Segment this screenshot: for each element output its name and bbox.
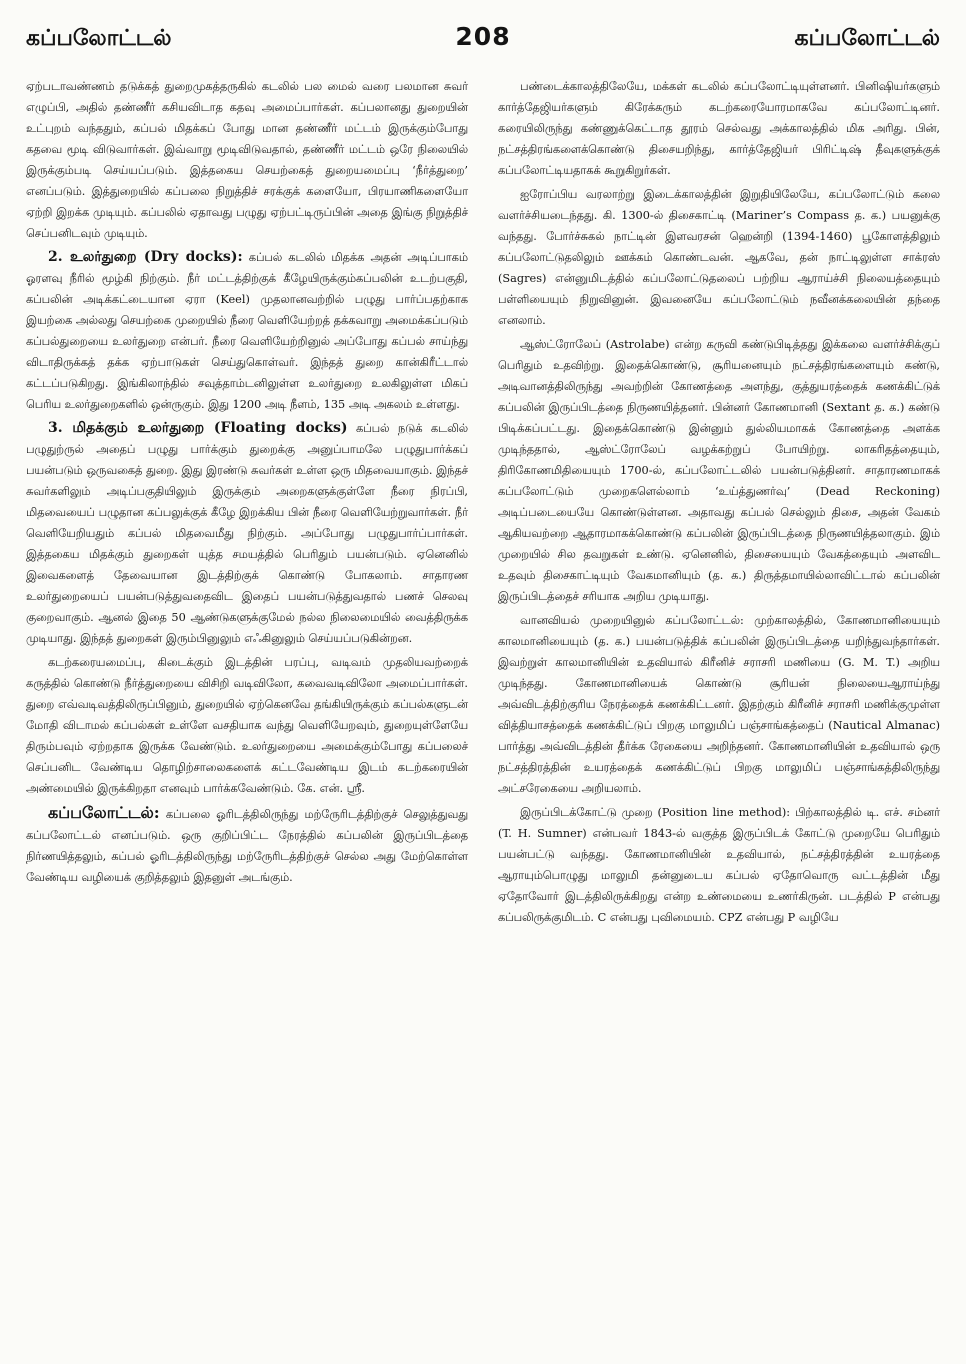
section-heading: 2. உலர்துறை (Dry docks): (48, 249, 243, 265)
page-number: 208 (455, 22, 511, 51)
entry-body: கப்பலை ஓரிடத்திலிருந்து மற்ருேரிடத்திற்குச் செலுத்துவது கப்பலோட்டல் எனப்படும். ஒரு குறிப்பிட்ட நேரத்தில் கப்பலின் இருப்பிடத்தை நிர்ணயித்தலும், கப்பல் ஓரிடத்திலிருந்து மற்ருேரிடத்திற்குச் செல்ல அது மேற்கொள்ள வேண்டிய வழியைக் குறித்தலும் இதனுள் அடங்கும். (26, 808, 468, 884)
section-floating-docks (26, 418, 468, 649)
paragraph: இருப்பிடக்கோட்டு முறை (Position line method): பிற்காலத்தில் டி. எச். சம்னர் (T. H. Sumner) என்பவர் 1843-ல் வகுத்த இருப்பிடக் கோட்டு முறையே பெரிதும் பயன்பட்டு வந்தது. கோணமானியின் உதவியால், நட்சத்திரத்தின் உயரத்தை ஆராயும்பொழுது மாலுமி தன்னுடைய கப்பல் ஏதோவொரு வட்டத்தின் மீது ஏதோவோர் இடத்திலிருக்கிறது என்ற உண்மையை உணர்கிருன். படத்தில் P என்பது கப்பலிருக்குமிடம். C என்பது புவிமையம். CPZ என்பது P வழியே (498, 806, 940, 924)
paragraph: ஏற்படாவண்ணம் தடுக்கத் துறைமுகத்தருகில் கடலில் பல மைல் வரை பலமான சுவர் எழுப்பி, அதில் தண்ணீர் கசியவிடாத கதவு அமைப்பார்கள். கப்பலானது துறையின் உட்புறம் வந்ததும், கப்பல் மிதக்கப் போது மான தண்ணீர் மட்டம் இருக்கும்போது கதவை மூடி விடுவார்கள். இவ்வாறு மூடிவிடுவதால், தண்ணீர் மட்டம் ஒரே நிலையில் இருக்கும்படி செய்யப்படும். இத்தகைய செயற்கைத் துறையமைப்பு ‘நீர்த்துறை’ எனப்படும். இத்துறையில் கப்பலை நிறுத்திச் சரக்குக் களையோ, பிரயாணிகளையோ ஏற்றி இறக்க முடியும். கப்பலில் ஏதாவது பழுது ஏற்பட்டிருப்பின் அதை இங்கு நிறுத்திச் செப்பனிடவும் முடியும். (26, 80, 468, 240)
paragraph: ஆஸ்ட்ரோலேப் (Astrolabe) என்ற கருவி கண்டுபிடித்தது இக்கலை வளர்ச்சிக்குப் பெரிதும் உதவிற்று. இதைக்கொண்டு, சூரியனையும் நட்சத்திரங்களையும் கண்டு, அடிவானத்திலிருந்து அவற்றின் கோணத்தை அளந்து, குத்துயரத்தைக் கணக்கிட்டுக் கப்பலின் இருப்பிடத்தை நிருணயித்தனர். பின்னர் கோணமானி (Sextant த. க.) கண்டு பிடிக்கப்பட்டது. இதைக்கொண்டு இன்னும் துல்லியமாகக் கோணத்தை அளக்க முடிந்ததால், ஆஸ்ட்ரோலேப் வழக்கற்றுப் போயிற்று. லாகரிதத்தையும், திரிகோணமிதியையும் 1700-ல், கப்பலோட்டலில் பயன்படுத்தினர். சாதாரணமாகக் கப்பலோட்டும் முறைகளெல்லாம் ‘உய்த்துணர்வு’ (Dead Reckoning) அடிப்படையையே கொண்டுள்ளன. அதாவது கப்பல் செல்லும் திசை, அதன் வேகம் ஆகியவற்றை ஆதாரமாகக்கொண்டு கப்பலின் இருப்பிடத்தை நிருணயித்தலாகும். இம் முறையில் சில தவறுகள் உண்டு. ஏனெனில், திசையையும் வேகத்தையும் அளவிட உதவும் திசைகாட்டியும் வேகமானியும் (த. க.) திருத்தமாயில்லாவிட்டால் கப்பலின் இருப்பிடத்தைச் சரியாக அறிய முடியாது. (498, 338, 940, 603)
paragraph: வானவியல் முறையினுல் கப்பலோட்டல்: முற்காலத்தில், கோணமானியையும் காலமானியையும் (த. க.) பயன்படுத்திக் கப்பலின் இருப்பிடத்தை யறிந்துவந்தார்கள். இவற்றுள் காலமானியின் உதவியால் கிரீனிச் சராசரி மணியை (G. M. T.) அறிய முடிந்தது. கோணமானியைக் கொண்டு சூரியன் நிலையைஆராய்ந்து அவ்விடத்திற்குரிய நேரத்தைக் கணக்கிட்டனர். இதற்கும் கிரீனிச் சராசரி மணிக்குமுள்ள வித்தியாசத்தைக் கணக்கிட்டுப் பிறகு மாலுமிப் பஞ்சாங்கத்தைப் (Nautical Almanac) பார்த்து அவ்விடத்தின் தீர்க்க ரேகையை அறிந்தனர். கோணமானியின் உதவியால் ஒரு நட்சத்திரத்தின் உயரத்தைக் கணக்கிட்டுப் பிறகு மாலுமிப் பஞ்சாங்கத்திலிருந்து அட்சரேகையை அறியலாம். (498, 614, 940, 795)
section-dry-docks (26, 247, 468, 415)
left-column (26, 76, 468, 931)
running-head-left: கப்பலோட்டல் (26, 26, 172, 51)
entry-heading: கப்பலோட்டல்: (48, 803, 160, 822)
paragraph: கடற்கரையமைப்பு, கிடைக்கும் இடத்தின் பரப்பு, வடிவம் முதலியவற்றைக் கருத்தில் கொண்டு நீர்த்துறையை விசிறி வடிவிலோ, கவைவடிவிலோ அமைப்பார்கள். துறை எவ்வடிவத்திலிருப்பினும், துறையில் ஏற்கெனவே தங்கியிருக்கும் கப்பல்களுடன் மோதி விடாமல் கப்பல்கள் உள்ளே வசதியாக வந்து வெளியேறவும், துறையுள்ளேயே திரும்பவும் ஏற்றதாக இருக்க வேண்டும். உலர்துறையை அமைக்கும்போது கப்பலைச் செப்பனிட வேண்டிய தொழிற்சாலைகளைக் கட்டவேண்டிய இடம் கடற்கரையின் அண்மையில் இருக்கிறதா எனவும் பார்க்கவேண்டும். கே. என். ஸ்ரீ. (26, 656, 468, 795)
text-columns (26, 76, 940, 931)
section-heading: 3. மிதக்கும் உலர்துறை (Floating docks) (48, 420, 348, 436)
page-header (26, 22, 940, 66)
section-body: கப்பல் கடலில் மிதக்க அதன் அடிப்பாகம் ஓரளவு நீரில் மூழ்கி நிற்கும். நீர் மட்டத்திற்குக் கீழேயிருக்கும்கப்பலின் உடற்பகுதி, கப்பலின் அடிக்கட்டையான ஏரா (Keel) முதலானவற்றில் பழுது பார்ப்பதற்காக இயற்கை அல்லது செயற்கை முறையில் நீரை வெளியேற்றத் தக்கவாறு அமைக்கப்படும் கப்பல்துறையை உலர்துறை என்பர். நீரை வெளியேற்றினுல் அப்போது கப்பல் சாய்ந்து விடாதிருக்கத் தக்க ஏற்பாடுகள் செய்துகொள்வர். இந்தத் துறை கான்கிரீட்டால் கட்டப்படுகிறது. இங்கிலாந்தில் சவுத்தாம்டனிலுள்ள உலர்துறை உலகிலுள்ள மிகப் பெரிய உலர்துறைகளில் ஒன்ருகும். இது 1200 அடி நீளம், 135 அடி அகலம் உள்ளது. (26, 251, 469, 411)
running-head-right: கப்பலோட்டல் (794, 26, 940, 51)
section-body: கப்பல் நடுக் கடலில் பழுதுற்ருல் அதைப் பழுது பார்க்கும் துறைக்கு அனுப்பாமலே பழுதுபார்க்கப் பயன்படும் ஒருவகைத் துறை. இது இரண்டு சுவர்கள் உள்ள ஒரு மிதவையாகும். இந்தச் சுவர்களிலும் அடிப்பகுதியிலும் இருக்கும் அறைகளுக்குள்ளே நீரை நிரப்பி, மிதவையைப் பழுதான கப்பலுக்குக் கீழே இறக்கிய பின் நீரை வெளியேற்றுவார்கள். நீர் வெளியேறியதும் கப்பல் மிதவைமீது நிற்கும். அப்போது பழுதுபார்ப்பார்கள். இத்தகைய மிதக்கும் துறைகள் யுத்த சமயத்தில் பெரிதும் பயன்படும். ஏனெனில் இவைகளைத் தேவையான இடத்திற்குக் கொண்டு போகலாம். சாதாரண உலர்துறையைப் பயன்படுத்துவதைவிட இதைப் பயன்படுத்துவதால் பணச் செலவு குறைவாகும். ஆனல் இதை 50 ஆண்டுகளுக்குமேல் நல்ல நிலைமையில் வைத்திருக்க முடியாது. இந்தத் துறைகள் இரும்பினுலும் எஃகினுலும் செய்யப்படுகின்றன. (26, 422, 468, 645)
right-column (498, 76, 940, 931)
entry-kappalottal (26, 802, 468, 888)
paragraph: பண்டைக்காலத்திலேயே, மக்கள் கடலில் கப்பலோட்டியுள்ளனர். பினிஷியர்களும் கார்த்தேஜியர்களும் கிரேக்கரும் கடற்கரையோரமாகவே கப்பலோட்டினர். கரையிலிருந்து கண்ணுக்கெட்டாத தூரம் செல்வது அக்காலத்தில் மிக அரிது. பின், நட்சத்திரங்களைக்கொண்டு திசையறிந்து, கார்த்தேஜியர் பிரிட்டிஷ் தீவுகளுக்குக் கப்பலோட்டியதாகக் கூறுகிறுர்கள். (498, 80, 940, 177)
paragraph: ஐரோப்பிய வரலாற்று இடைக்காலத்தின் இறுதியிலேயே, கப்பலோட்டும் கலை வளர்ச்சியடைந்தது. கி. 1300-ல் திசைகாட்டி (Mariner’s Compass த. க.) பயனுக்கு வந்தது. போர்ச்சுகல் நாட்டின் இளவரசன் ஹென்றி (1394-1460) பூகோளத்திலும் கப்பலோட்டுதலிலும் ஊக்கம் கொண்டவன். ஆகவே, தன் நாட்டிலுள்ள சாக்ரஸ் (Sagres) என்னுமிடத்தில் கப்பலோட்டுதலைப் பற்றிய ஆராய்ச்சி நிலையத்தையும் பள்ளியையும் நிறுவினுன். இவனையே கப்பலோட்டும் நவீனக்கலையின் தந்தை எனலாம். (498, 188, 940, 327)
